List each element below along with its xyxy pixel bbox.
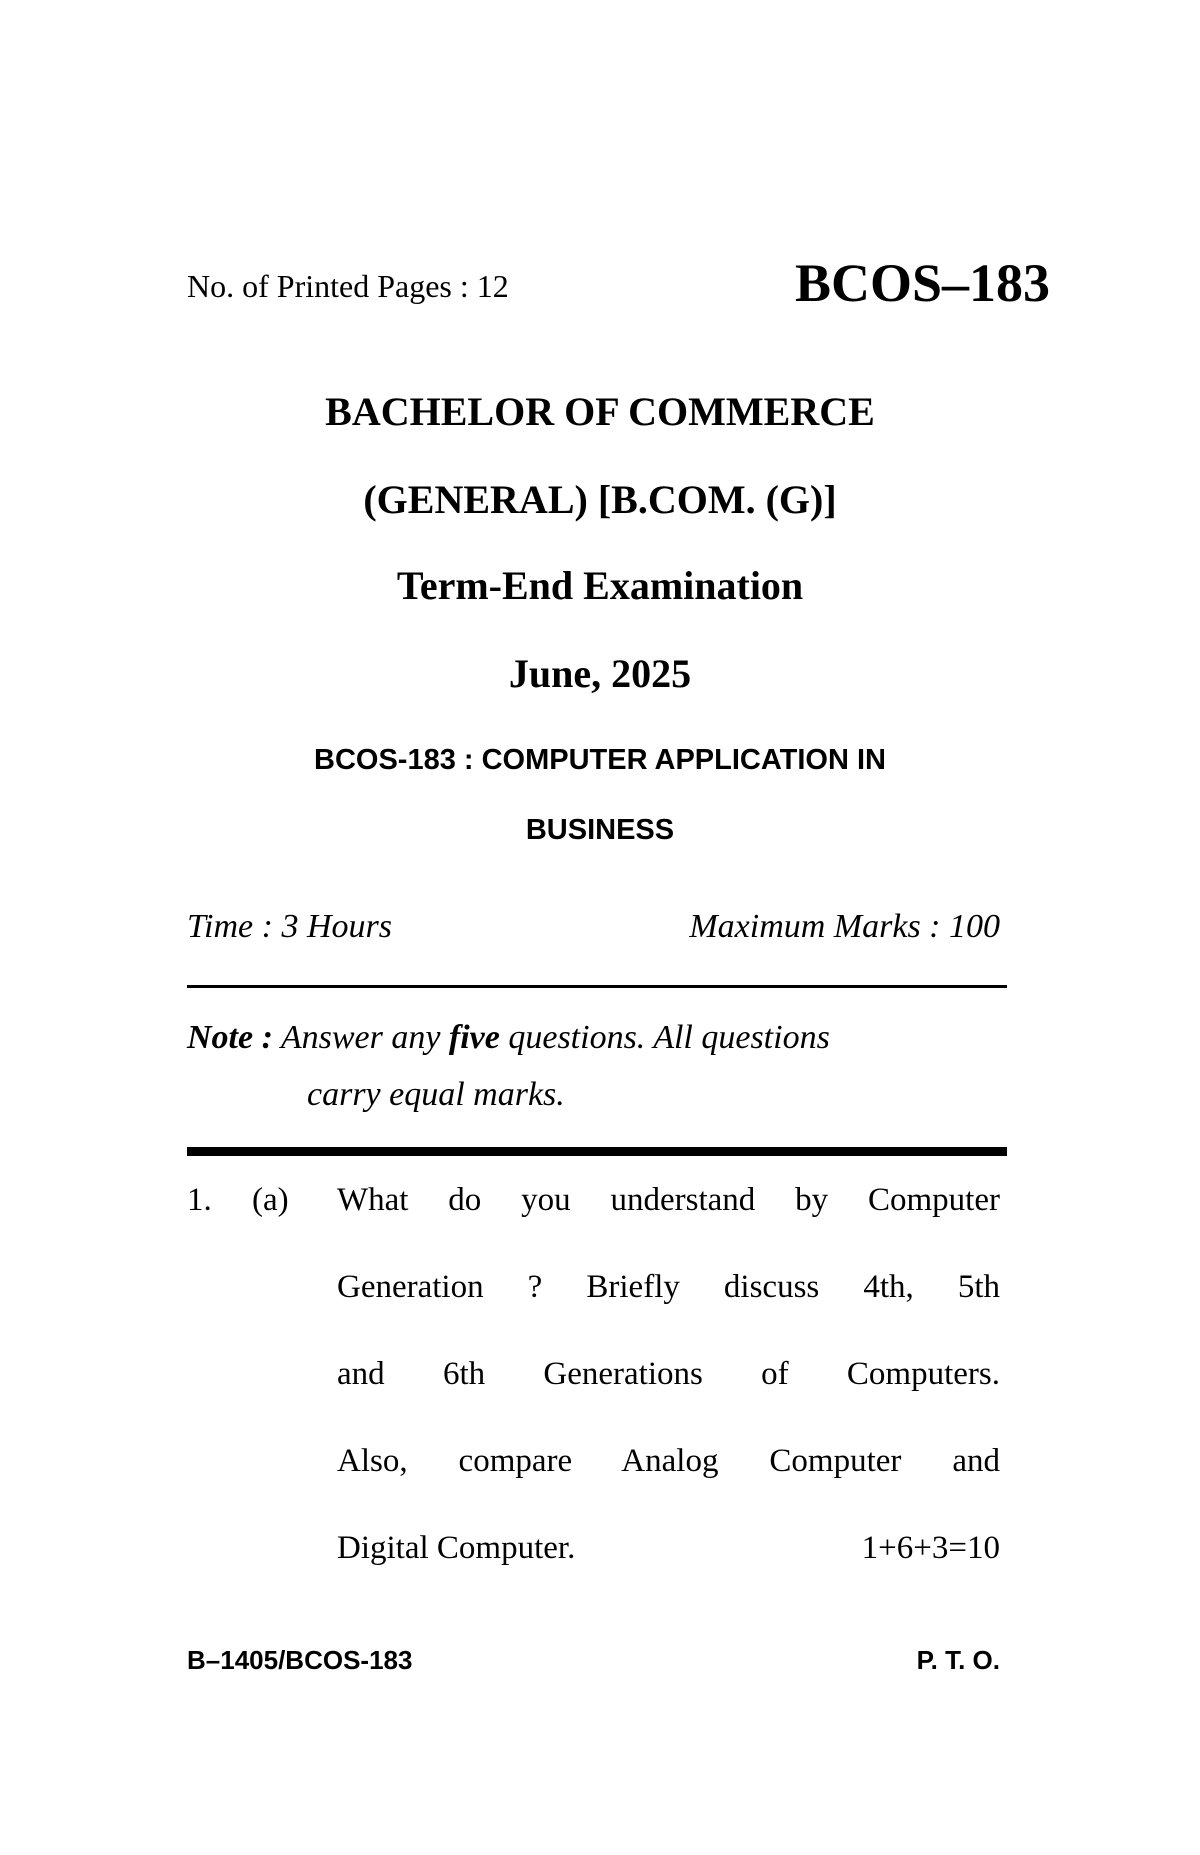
question-line: Digital Computer. <box>337 1530 576 1566</box>
note-continuation: carry equal marks. <box>307 1076 565 1113</box>
question-line: Also, compare Analog Computer and <box>337 1443 1000 1479</box>
exam-session: June, 2025 <box>508 651 692 696</box>
programme-title: BACHELOR OF COMMERCE <box>325 389 875 434</box>
divider-thick <box>187 1147 1007 1156</box>
question-part: (a) <box>252 1182 289 1218</box>
question-marks: 1+6+3=10 <box>861 1530 1000 1566</box>
instructions-note <box>187 1000 1000 1076</box>
course-title-line2: BUSINESS <box>525 814 675 846</box>
note-emphasis: five <box>448 1019 500 1056</box>
programme-subtitle: (GENERAL) [B.COM. (G)] <box>363 477 837 522</box>
maximum-marks: Maximum Marks : 100 <box>689 908 1000 945</box>
question-last-line <box>337 1530 1000 1617</box>
divider-thin <box>187 985 1007 988</box>
paper-code: BCOS–183 <box>794 253 1050 313</box>
printed-pages-count: No. of Printed Pages : 12 <box>187 268 509 304</box>
note-label: Note : <box>187 1019 273 1056</box>
note-text-before: Answer any <box>280 1019 441 1056</box>
question-line: Generation ? Briefly discuss 4th, 5th <box>337 1269 1000 1305</box>
question-text <box>337 1182 1000 1617</box>
question-line: What do you understand by Computer <box>337 1182 1000 1218</box>
footer-code: B–1405/BCOS-183 <box>187 1645 413 1675</box>
question-line: and 6th Generations of Computers. <box>337 1356 1000 1392</box>
exam-duration: Time : 3 Hours <box>187 908 392 945</box>
question-number: 1. <box>187 1182 212 1218</box>
note-text-after: questions. All questions <box>508 1019 830 1056</box>
course-title-line1: BCOS-183 : COMPUTER APPLICATION IN <box>314 744 886 776</box>
footer-pto: P. T. O. <box>916 1645 1000 1675</box>
exam-type: Term-End Examination <box>396 563 804 608</box>
